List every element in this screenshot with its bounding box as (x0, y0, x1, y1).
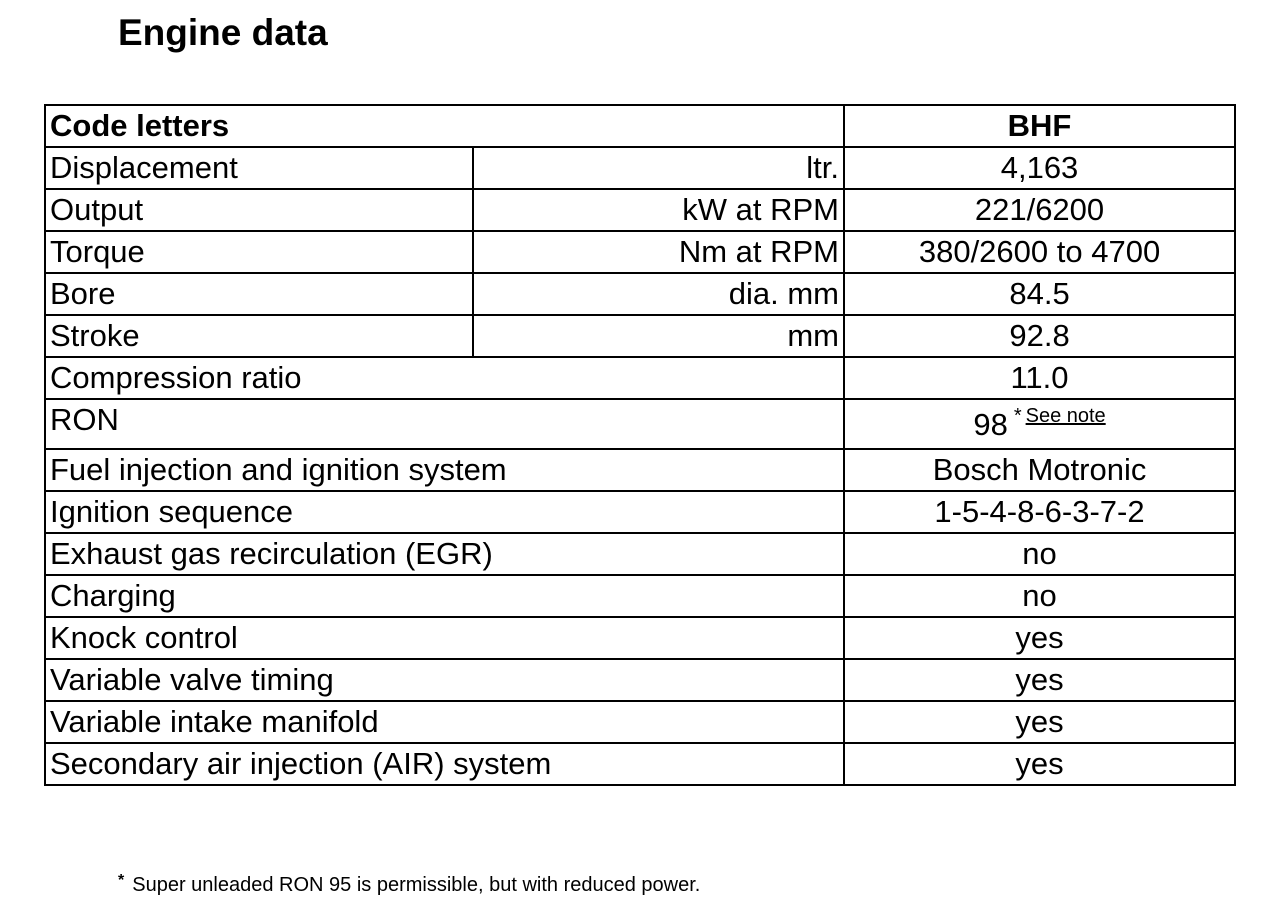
row-value: 1-5-4-8-6-3-7-2 (844, 491, 1235, 533)
table-row (45, 147, 1235, 189)
ron-note (1014, 405, 1106, 427)
row-unit: ltr. (473, 147, 844, 189)
row-value: 92.8 (844, 315, 1235, 357)
table-row (45, 231, 1235, 273)
row-label: RON (45, 399, 844, 449)
row-value: yes (844, 701, 1235, 743)
row-value: 221/6200 (844, 189, 1235, 231)
header-label: Code letters (45, 105, 844, 147)
table-row (45, 617, 1235, 659)
table-row (45, 449, 1235, 491)
table-row (45, 273, 1235, 315)
row-value: 4,163 (844, 147, 1235, 189)
row-unit: dia. mm (473, 273, 844, 315)
row-value: 380/2600 to 4700 (844, 231, 1235, 273)
table-row (45, 491, 1235, 533)
table-row (45, 701, 1235, 743)
footnote (118, 872, 700, 900)
row-value: yes (844, 743, 1235, 785)
row-label: Output (45, 189, 473, 231)
table-row (45, 575, 1235, 617)
table-header-row (45, 105, 1235, 147)
table-row (45, 533, 1235, 575)
row-label: Variable intake manifold (45, 701, 844, 743)
row-value: Bosch Motronic (844, 449, 1235, 491)
row-label: Bore (45, 273, 473, 315)
see-note-link[interactable]: See note (1025, 405, 1106, 427)
table-row (45, 315, 1235, 357)
table-row (45, 189, 1235, 231)
header-value: BHF (844, 105, 1235, 147)
table-row-ron (45, 399, 1235, 449)
row-label: Exhaust gas recirculation (EGR) (45, 533, 844, 575)
row-label: Knock control (45, 617, 844, 659)
row-value: no (844, 575, 1235, 617)
row-label: Compression ratio (45, 357, 844, 399)
row-label: Secondary air injection (AIR) system (45, 743, 844, 785)
table-row (45, 659, 1235, 701)
row-unit: Nm at RPM (473, 231, 844, 273)
row-value: no (844, 533, 1235, 575)
note-marker: * (1013, 405, 1022, 427)
ron-value-cell (844, 399, 1235, 449)
engine-data-table (44, 104, 1236, 786)
row-value: yes (844, 617, 1235, 659)
row-label: Ignition sequence (45, 491, 844, 533)
table-row (45, 357, 1235, 399)
row-label: Displacement (45, 147, 473, 189)
row-unit: kW at RPM (473, 189, 844, 231)
row-label: Variable valve timing (45, 659, 844, 701)
row-label: Stroke (45, 315, 473, 357)
page-title: Engine data (118, 12, 328, 53)
row-value: 98 (973, 407, 1008, 442)
footnote-marker: * (118, 872, 125, 889)
row-value: 84.5 (844, 273, 1235, 315)
row-label: Fuel injection and ignition system (45, 449, 844, 491)
row-label: Torque (45, 231, 473, 273)
row-value: yes (844, 659, 1235, 701)
row-value: 11.0 (844, 357, 1235, 399)
row-unit: mm (473, 315, 844, 357)
table-row (45, 743, 1235, 785)
row-label: Charging (45, 575, 844, 617)
footnote-text: Super unleaded RON 95 is permissible, but with reduced power. (132, 874, 701, 896)
